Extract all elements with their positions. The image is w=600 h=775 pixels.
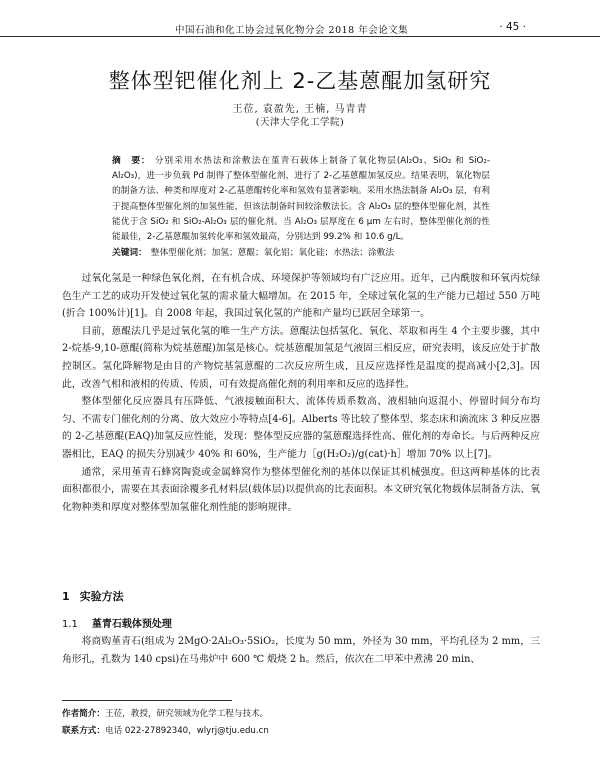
keywords-label: 关键词： bbox=[112, 248, 147, 258]
abstract-text: 分别采用水热法和涂敷法在堇青石载体上制备了氧化物层(Al₂O₃、SiO₂ 和 SiO₂-Al₂O₃)，进一步负载 Pd 制得了整体型催化剂，进行了 2-乙基蒽醌加氢反应。结果表明，氧化物层的制备方法、种类和厚度对 2-乙基蒽醌转化率和氢效有显著影响。采用水热法制备 Al₂O₃ 层，有利于提高整体型催化剂的加氢性能，但该法制备时间较涂敷法长。含 Al₂O₃ 层的整体型催化剂，其性能优于含 SiO₂ 和 SiO₂-Al₂O₃ 层的催化剂。当 Al₂O₃ 层厚度在 6 μm 左右时，整体型催化剂的性能最佳，2-乙基蒽醌加氢转化率和氢效最高，分别达到 99.2% 和 10.6 g/L。 bbox=[112, 156, 490, 243]
section-title: 实验方法 bbox=[79, 590, 124, 603]
intro-paragraph-2: 目前，蒽醌法几乎是过氧化氢的唯一生产方法。蒽醌法包括氢化、氧化、萃取和再生 4 个主要步骤，其中 2-烷基-9,10-蒽醌(简称为烷基蒽醌)加氢是核心。烷基蒽醌加氢是气液固三相反应，研究表明，该反应处于扩散控制区。氢化降解物是由目的产物烷基氢蒽醌的二次反应所生成，且反应选择性是温度的提高减小[2,3]。因此，改善气相和液相的传质、传质，可有效提高催化剂的利用率和反应的选择性。 bbox=[62, 325, 540, 390]
method-paragraph-1: 将商购堇青石(组成为 2MgO·2Al₂O₃·5SiO₂，长度为 50 mm，外径为 30 mm，平均孔径为 2 mm，三角形孔，孔数为 140 cpsi)在马弗炉中 600 ℃ 煅烧 2 h。然后，依次在二甲苯中煮沸 20 min、 bbox=[62, 636, 540, 665]
section-heading-methods bbox=[62, 588, 124, 604]
abstract-label: 摘 要： bbox=[112, 156, 151, 166]
affiliation: (天津大学化工学院) bbox=[255, 117, 345, 128]
keywords-text: 整体型催化剂；加氢；蒽醌；氧化铝；氧化硅；水热法；涂敷法 bbox=[150, 248, 394, 258]
subsection-title: 堇青石载体预处理 bbox=[91, 619, 172, 630]
keywords-block bbox=[112, 246, 490, 258]
footnote-contact bbox=[62, 724, 269, 736]
footnote-author bbox=[62, 707, 268, 719]
footnote-contact-label: 联系方式： bbox=[62, 726, 105, 736]
subsection-number: 1.1 bbox=[62, 619, 78, 630]
footnote-author-label: 作者简介： bbox=[62, 709, 105, 719]
footnote-contact-text: 电话 022-27892340，wlyrj@tju.edu.cn bbox=[104, 726, 269, 736]
abstract-block bbox=[112, 154, 490, 245]
author-list: 王莅, 袁盈先, 王楠, 马青青 bbox=[232, 104, 368, 115]
introduction-body bbox=[62, 270, 540, 516]
methods-body bbox=[62, 633, 540, 668]
subsection-heading-pretreatment bbox=[62, 615, 172, 630]
intro-paragraph-1: 过氧化氢是一种绿色氧化剂，在有机合成、环境保护等领域均有广泛应用。近年，己内酰胺和环氧丙烷绿色生产工艺的成功开发使过氧化氢的需求量大幅增加。在 2015 年，全球过氧化氢的生产能力已超过 550 万吨(折合 100%计)[1]。自 2008 年起，我国过氧化氢的产能和产量均已跃居全球第一。 bbox=[62, 273, 540, 320]
running-header-journal: 中国石油和化工协会过氧化物分会 2018 年会论文集 bbox=[175, 25, 409, 36]
intro-paragraph-4: 通常，采用堇青石蜂窝陶瓷或金属蜂窝作为整体型催化剂的基体以保证其机械强度。但这两种基体的比表面积都很小，需要在其表面涂覆多孔材料层(载体层)以提供高的比表面积。本文研究氧化物载体层制备方法、氧化物种类和厚度对整体型加氢催化剂性能的影响规律。 bbox=[62, 466, 540, 513]
section-number: 1 bbox=[62, 590, 70, 603]
paper-title: 整体型钯催化剂上 2-乙基蒽醌加氢研究 bbox=[108, 69, 492, 93]
footnote-rule bbox=[62, 700, 232, 701]
intro-paragraph-3: 整体型催化反应器具有压降低、气液接触面积大、流体传质系数高、液相轴向返混小、停留时间分布均匀、不需专门催化剂的分离、放大效应小等特点[4-6]。Alberts 等比较了整体型、浆态床和滴流床 3 种反应器的 2-乙基蒽醌(EAQ)加氢反应性能，发现：整体型反应器的氢蒽醌选择性高、催化剂的寿命长。与后两种反应器相比，EAQ 的损失分别减少 40% 和 60%，生产能力［g(H₂O₂)/g(cat)·h］增加 70% 以上[7]。 bbox=[62, 396, 540, 460]
footnote-author-text: 王莅，教授，研究领域为化学工程与技术。 bbox=[104, 709, 269, 719]
page-number: · 45 · bbox=[499, 21, 526, 33]
